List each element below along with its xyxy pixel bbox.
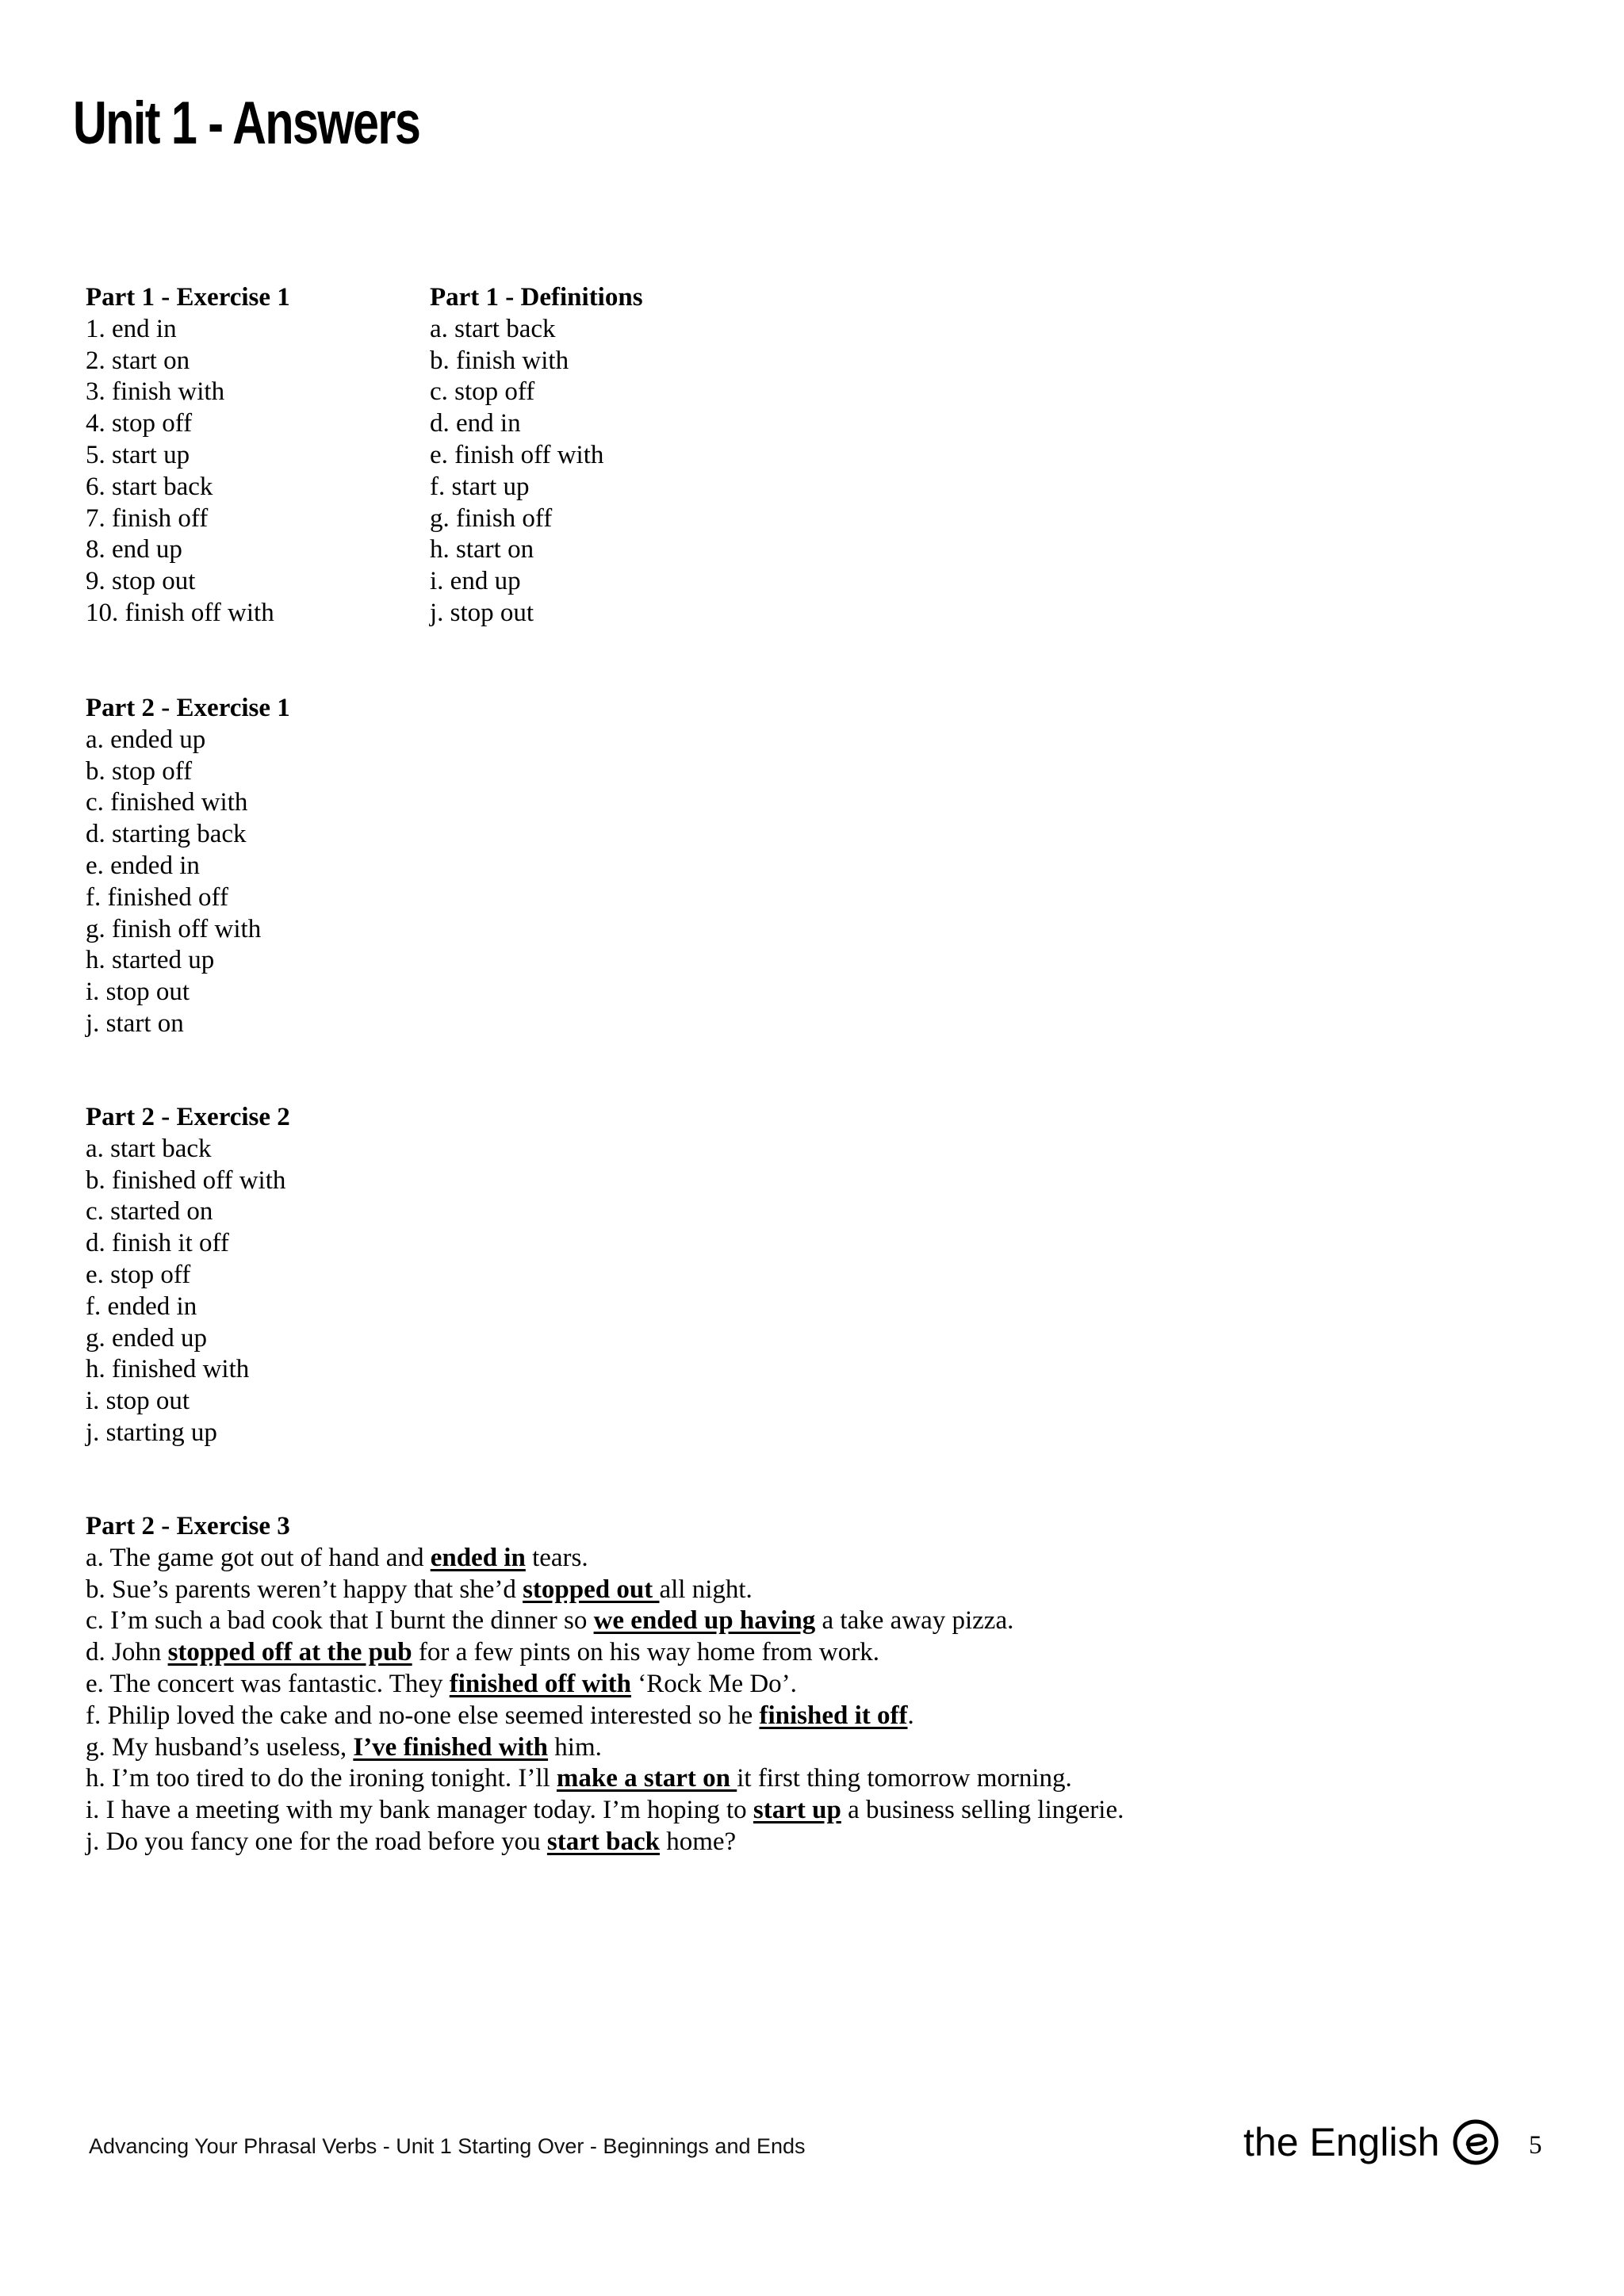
answer-item: i. end up (430, 567, 521, 596)
answer-sentence (86, 1732, 1124, 1764)
answer-sentence (86, 1827, 1124, 1858)
sentence-text: f. Philip loved the cake and no-one else seemed interested so he (86, 1701, 760, 1730)
answer-item: d. starting back (86, 820, 247, 849)
page-number: 5 (1529, 2131, 1542, 2160)
answer-item: b. finished off with (86, 1165, 286, 1195)
answer-item: c. started on (86, 1197, 213, 1226)
answer-item: 8. end up (86, 535, 182, 564)
phrasal-verb-answer: stopped out (523, 1575, 660, 1604)
phrasal-verb-answer: finished off with (449, 1669, 631, 1698)
answer-sentence (86, 1669, 1124, 1701)
brand-logo (1243, 2118, 1500, 2166)
sentence-text: a business selling lingerie. (841, 1796, 1124, 1825)
answer-item: h. start on (430, 535, 534, 564)
phrasal-verb-answer: start back (546, 1827, 660, 1856)
phrasal-verb-answer: start up (753, 1796, 841, 1825)
answer-item: j. stop out (430, 598, 534, 627)
answer-item: i. stop out (86, 978, 190, 1007)
answer-item: e. ended in (86, 851, 200, 880)
phrasal-verb-answer: finished it off (759, 1701, 908, 1730)
section-heading: Part 1 - Definitions (430, 283, 643, 312)
answer-item: c. finished with (86, 788, 248, 817)
phrasal-verb-answer: I’ve finished with (353, 1732, 549, 1762)
answer-sentence (86, 1763, 1124, 1795)
sentence-text: g. My husband’s useless, (86, 1732, 354, 1762)
answer-item: j. start on (86, 1008, 184, 1038)
section-heading: Part 2 - Exercise 2 (86, 1103, 290, 1131)
part2-exercise3-list (86, 1511, 1124, 1858)
sentence-text: a. The game got out of hand and (86, 1543, 431, 1572)
sentence-text: . (907, 1701, 914, 1730)
sentence-text: home? (659, 1827, 737, 1856)
part2-exercise1-list (86, 693, 290, 1040)
answer-item: 2. start on (86, 346, 190, 375)
answer-item: j. starting up (86, 1418, 217, 1447)
answer-item: g. ended up (86, 1323, 208, 1353)
phrasal-verb-answer: we ended up having (593, 1606, 816, 1636)
sentence-text: tears. (525, 1543, 588, 1572)
answer-item: 6. start back (86, 472, 213, 501)
answer-item: f. start up (430, 472, 530, 501)
answer-item: b. finish with (430, 346, 569, 375)
answer-item: g. finish off with (86, 914, 262, 943)
answer-item: 9. stop out (86, 567, 196, 596)
sentence-text: all night. (659, 1575, 753, 1604)
answer-sentence (86, 1637, 1124, 1669)
answer-item: d. end in (430, 409, 521, 438)
answer-item: g. finish off (430, 503, 553, 533)
section-heading: Part 2 - Exercise 1 (86, 694, 290, 722)
answer-item: a. ended up (86, 725, 206, 754)
sentence-text: i. I have a meeting with my bank manager today. I’m hoping to (86, 1796, 753, 1825)
sentence-text: a take away pizza. (815, 1606, 1014, 1636)
section-heading: Part 2 - Exercise 3 (86, 1512, 290, 1540)
phrasal-verb-answer: stopped off at the pub (167, 1638, 412, 1667)
sentence-text: him. (548, 1732, 602, 1762)
part1-exercise1-list (86, 282, 290, 629)
answer-sentence (86, 1543, 1124, 1575)
part1-definitions-list (430, 282, 643, 629)
answer-item: e. finish off with (430, 440, 604, 469)
sentence-text: h. I’m too tired to do the ironing tonight. I’ll (86, 1764, 557, 1793)
answer-item: f. finished off (86, 882, 228, 912)
sentence-text: d. John (86, 1638, 168, 1667)
answer-item: 1. end in (86, 314, 177, 343)
answer-item: c. stop off (430, 377, 535, 407)
answer-item: 10. finish off with (86, 598, 274, 627)
answer-item: h. started up (86, 946, 215, 975)
sentence-text: c. I’m such a bad cook that I burnt the dinner so (86, 1606, 594, 1636)
answer-item: h. finished with (86, 1355, 250, 1384)
answer-sentence (86, 1701, 1124, 1732)
sentence-text: j. Do you fancy one for the road before you (86, 1827, 547, 1856)
answer-item: f. ended in (86, 1292, 197, 1321)
answer-item: a. start back (86, 1134, 212, 1163)
answer-item: e. stop off (86, 1260, 191, 1289)
answer-item: 4. stop off (86, 409, 193, 438)
sentence-text: e. The concert was fantastic. They (86, 1669, 450, 1698)
sentence-text: b. Sue’s parents weren’t happy that she’d (86, 1575, 523, 1604)
sentence-text: ‘Rock Me Do’. (630, 1669, 797, 1698)
brand-name: the English (1243, 2120, 1440, 2164)
phrasal-verb-answer: make a start on (556, 1764, 737, 1793)
footer-text: Advancing Your Phrasal Verbs - Unit 1 Starting Over - Beginnings and Ends (89, 2134, 806, 2158)
answer-sentence (86, 1795, 1124, 1827)
answer-sentence (86, 1605, 1124, 1637)
sentence-text: for a few pints on his way home from work. (412, 1638, 879, 1667)
phrasal-verb-answer: ended in (430, 1543, 526, 1572)
sentence-text: it first thing tomorrow morning. (737, 1764, 1072, 1793)
answer-item: 7. finish off (86, 503, 209, 533)
answer-item: d. finish it off (86, 1229, 229, 1258)
answer-item: b. stop off (86, 756, 193, 786)
part2-exercise2-list (86, 1102, 290, 1449)
answer-sentence (86, 1575, 1124, 1606)
page-title: Unit 1 - Answers (73, 90, 420, 157)
e-logo-icon (1452, 2118, 1500, 2166)
answer-item: i. stop out (86, 1387, 190, 1416)
answer-item: 5. start up (86, 440, 190, 469)
answer-item: 3. finish with (86, 377, 225, 407)
section-heading: Part 1 - Exercise 1 (86, 283, 290, 312)
answer-item: a. start back (430, 314, 556, 343)
